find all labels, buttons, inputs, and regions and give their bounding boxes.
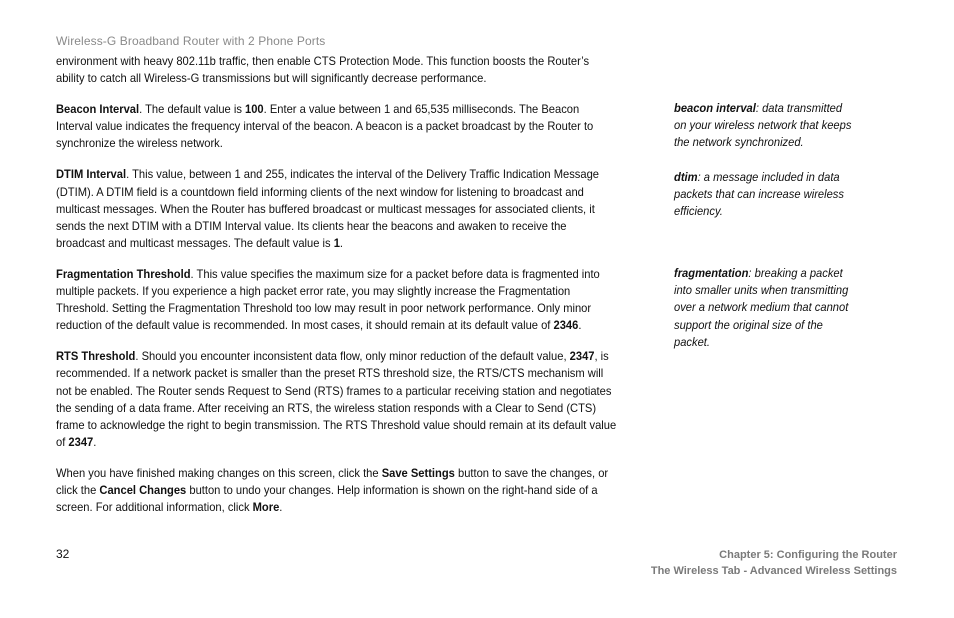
fragmentation-threshold-term: Fragmentation Threshold: [56, 266, 191, 281]
paragraph-text: button to undo your changes. Help information is shown on the right-hand side of a screen. For additional information, click: [56, 482, 598, 515]
intro-paragraph: [56, 53, 618, 87]
rts-threshold-paragraph: [56, 348, 618, 451]
paragraph-text: button to save the changes, or click the: [56, 465, 609, 497]
beacon-interval-paragraph: [56, 101, 618, 152]
page-number: 32: [56, 547, 70, 561]
default-value: 100: [245, 102, 264, 117]
paragraph-text: . This value specifies the maximum size for a packet before data is fragmented into multiple packets. If you experience a high packet error rate, you may slightly increase the Fragmentation Threshold. Setting the Fragmentation Threshold too low may result in poor network performance. Only minor reduction of the default value is recommended. In most cases, it should remain at its default value of: [56, 266, 600, 333]
glossary-definition: : a message included in data packets that can increase wireless efficiency.: [674, 170, 844, 219]
paragraph-text: . Should you encounter inconsistent data flow, only minor reduction of the default value,: [135, 349, 570, 364]
glossary-term: dtim: [674, 170, 698, 184]
paragraph-text: , is recommended. If a network packet is smaller than the preset RTS threshold size, the RTS/CTS mechanism will not be enabled. The Router sends Request to Send (RTS) frames to a particular receiving station and negotiates the sending of a data frame. After receiving an RTS, the wireless station responds with a Clear to Send (CTS) frame to acknowledge the right to begin transmission. The RTS Threshold value should remain at its default value of: [56, 349, 617, 449]
intro-text: environment with heavy 802.11b traffic, then enable CTS Protection Mode. This function boosts the Router’s ability to catch all Wireless-G transmissions but will significantly decrease performance.: [56, 54, 590, 86]
default-value: 2346: [553, 318, 579, 333]
page-footer: [651, 547, 897, 579]
footer-chapter: Chapter 5: Configuring the Router: [719, 549, 897, 561]
glossary-definition: : data transmitted on your wireless network that keeps the network synchronized.: [674, 101, 852, 150]
paragraph-text: .: [578, 318, 582, 333]
paragraph-text: . This value, between 1 and 255, indicates the interval of the Delivery Traffic Indication Message (DTIM). A DTIM field is a countdown field informing clients of the next window for listening to broadcast and multicast messages. When the Router has buffered broadcast or multicast messages for associated clients, it sends the next DTIM with a DTIM Interval value. Its clients hear the beacons and awaken to receive the broadcast and multicast messages. The default value is: [56, 167, 600, 250]
running-header: Wireless-G Broadband Router with 2 Phone Ports: [56, 34, 326, 48]
dtim-interval-term: DTIM Interval: [56, 167, 127, 182]
paragraph-text: .: [93, 434, 97, 449]
closing-paragraph: [56, 465, 618, 516]
save-settings-reference: Save Settings: [381, 465, 455, 480]
glossary-definition: : breaking a packet into smaller units when transmitting over a network medium that cannot support the original size of the packet.: [674, 266, 849, 349]
paragraph-text: . The default value is: [139, 102, 246, 117]
default-value: 2347: [68, 434, 94, 449]
paragraph-text: . Enter a value between 1 and 65,535 milliseconds. The Beacon Interval value indicates the frequency interval of the beacon. A beacon is a packet broadcast by the Router to synchronize the wireless network.: [56, 102, 594, 151]
dtim-interval-paragraph: [56, 166, 618, 251]
paragraph-text: .: [279, 500, 283, 515]
glossary-fragmentation: [674, 265, 856, 351]
rts-threshold-term: RTS Threshold: [56, 349, 136, 364]
footer-section: The Wireless Tab - Advanced Wireless Settings: [650, 565, 897, 577]
paragraph-text: .: [339, 235, 344, 250]
beacon-interval-term: Beacon Interval: [56, 102, 140, 117]
default-value: 1: [333, 235, 340, 250]
default-value: 2347: [569, 349, 595, 364]
main-content: [56, 53, 618, 530]
glossary-term: fragmentation: [674, 266, 749, 280]
glossary-dtim: [674, 169, 856, 221]
glossary-term: beacon interval: [674, 101, 756, 115]
more-reference: More: [252, 500, 280, 515]
fragmentation-threshold-paragraph: [56, 266, 618, 334]
glossary-beacon-interval: [674, 100, 856, 152]
paragraph-text: When you have finished making changes on this screen, click the: [56, 465, 382, 480]
cancel-changes-reference: Cancel Changes: [99, 482, 187, 497]
